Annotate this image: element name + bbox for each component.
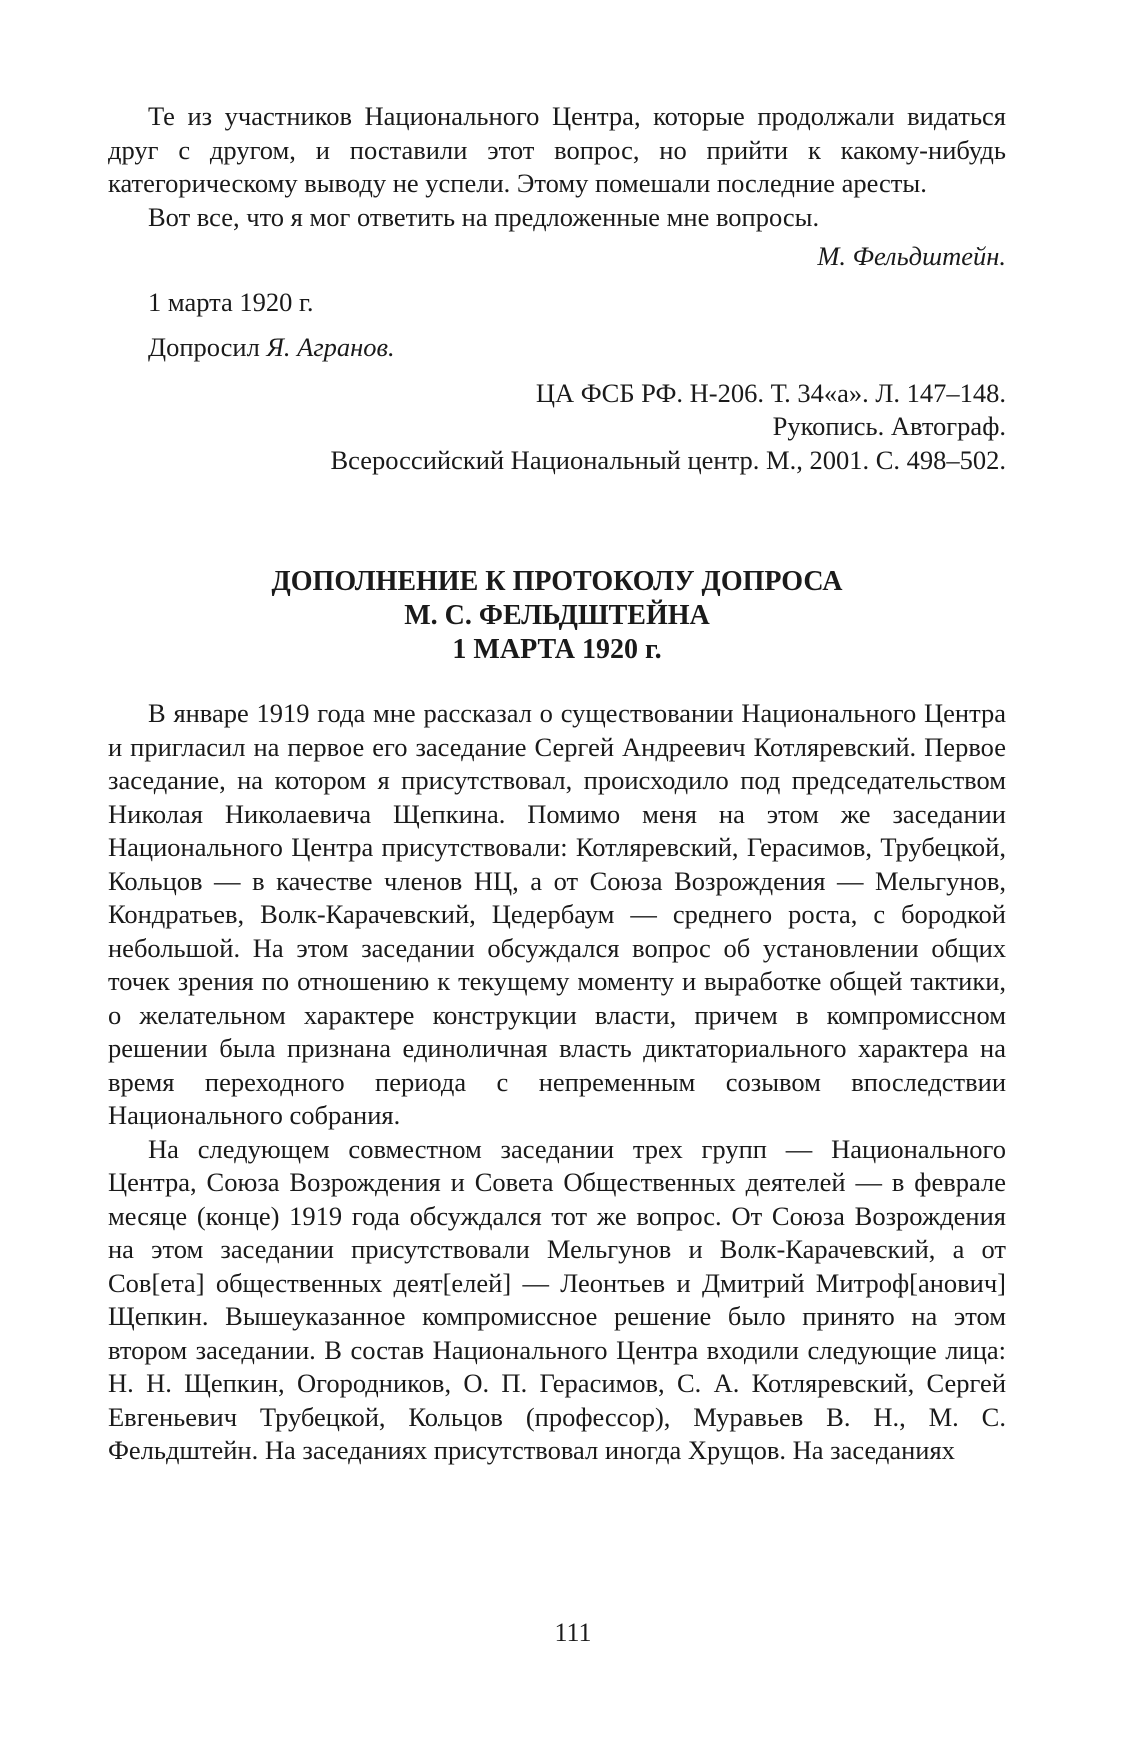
page-number: 111 [554,1618,592,1647]
closing-line: Вот все, что я мог ответить на предложенные мне вопросы. [148,201,820,232]
interrogated-by-label: Допросил [148,332,260,362]
archive-reference: ЦА ФСБ РФ. Н-206. Т. 34«а». Л. 147–148. [535,377,1006,408]
heading-line-2: М. С. ФЕЛЬДШТЕЙНА [404,600,710,631]
interrogator-name: Я. Агранов. [266,332,395,362]
intro-paragraph: Те из участников Национального Центра, которые продолжали видаться друг с другом, и поставили этот вопрос, но прийти к какому-нибудь категорическому выводу не успели. Этому помешали последние аресты. [108,101,1006,198]
date-line [108,286,1006,320]
section-heading [108,565,1006,667]
interrogator-line [108,331,1006,365]
heading-line-3: 1 МАРТА 1920 г. [452,634,662,665]
archive-citation [108,377,1006,478]
body-paragraph-1: В январе 1919 года мне рассказал о существовании Национального Центра и пригласил на первое его заседание Сергей Андреевич Котляревский. Первое заседание, на котором я присутствовал, происходило под председательством Николая Николаевича Щепкина. Помимо меня на этом же заседании Национального Центра присутствовали: Котляревский, Герасимов, Трубецкой, Кольцов — в качестве членов НЦ, а от Союза Возрождения — Мельгунов, Кондратьев, Волк-Карачевский, Цедербаум — среднего роста, с бородкой небольшой. На этом заседании обсуждался вопрос об установлении общих точек зрения по отношению к текущему моменту и выработке общей тактики, о желательном характере конструкции власти, причем в компромиссном решении была признана единоличная власть диктаториального характера на время переходного периода с непременным созывом впоследствии Национального собрания. [108,698,1006,1130]
archive-type: Рукопись. Автограф. [772,411,1006,441]
archive-publication: Всероссийский Национальный центр. М., 2001. С. 498–502. [330,444,1006,475]
body-paragraph-2: На следующем совместном заседании трех групп — Национального Центра, Союза Возрождения и Совета Общественных деятелей — в феврале месяце (конце) 1919 года обсуждался тот же вопрос. От Союза Возрождения на этом заседании присутствовали Мельгунов и Волк-Карачевский, а от Сов[ета] общественных деят[елей] — Леонтьев и Дмитрий Митроф[анович] Щепкин. Вышеуказанное компромиссное решение было принято на этом втором заседании. В состав Национального Центра входили следующие лица: Н. Н. Щепкин, Огородников, О. П. Герасимов, С. А. Котляревский, Сергей Евгеньевич Трубецкой, Кольцов (профессор), Муравьев В. Н., М. С. Фельдштейн. На заседаниях присутствовал иногда Хрущов. На заседаниях [108,1133,1006,1465]
signature: М. Фельдштейн. [817,241,1006,271]
date: 1 марта 1920 г. [148,286,314,317]
document-page [108,100,1006,1468]
heading-line-1: ДОПОЛНЕНИЕ К ПРОТОКОЛУ ДОПРОСА [271,566,843,597]
